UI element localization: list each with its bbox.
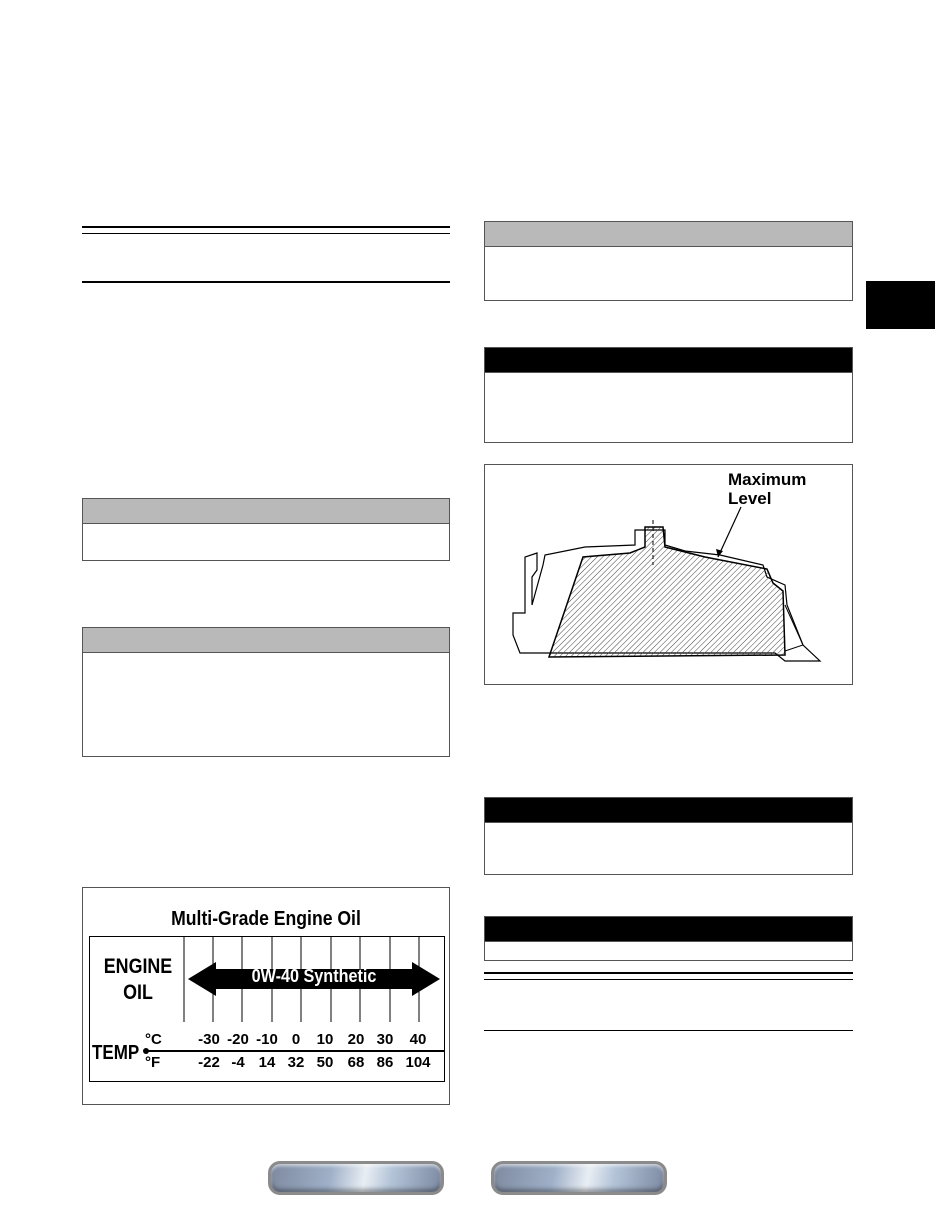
celsius-tick: 40 <box>409 1031 427 1048</box>
celsius-unit: °C <box>145 1031 162 1048</box>
section-rule-right-top-thin <box>484 979 853 980</box>
section-rule-top <box>82 226 450 228</box>
warning-box-3 <box>484 916 853 961</box>
note-box-3 <box>484 221 853 301</box>
oil-viscosity-figure <box>82 887 450 1105</box>
engine-label: ENGINE OIL <box>103 955 173 1004</box>
celsius-tick: 20 <box>347 1031 365 1048</box>
celsius-tick: -10 <box>256 1031 278 1048</box>
previous-page-button[interactable] <box>268 1161 444 1195</box>
celsius-tick: 30 <box>376 1031 394 1048</box>
fahrenheit-tick: 68 <box>347 1054 365 1071</box>
temp-label: TEMP <box>92 1042 140 1064</box>
chapter-tab <box>866 281 935 329</box>
celsius-tick: -30 <box>198 1031 220 1048</box>
section-rule-right-top <box>484 972 853 974</box>
warning-box-2 <box>484 797 853 875</box>
warning-box-1 <box>484 347 853 443</box>
note-box-1-header <box>83 499 449 524</box>
note-box-2-header <box>83 628 449 653</box>
section-rule-top-thin <box>82 233 450 234</box>
fahrenheit-tick: 86 <box>376 1054 394 1071</box>
fahrenheit-tick: -22 <box>198 1054 220 1071</box>
warning-box-2-header <box>485 798 852 823</box>
note-box-3-header <box>485 222 852 247</box>
fahrenheit-unit: °F <box>145 1054 161 1071</box>
celsius-tick: -20 <box>227 1031 249 1048</box>
oil-tank-drawing <box>485 465 852 684</box>
oil-chart-title: Multi-Grade Engine Oil <box>171 908 361 930</box>
fahrenheit-tick: 14 <box>258 1054 276 1071</box>
max-level-label: Maximum Level <box>728 470 807 508</box>
note-box-1 <box>82 498 450 561</box>
oil-grade-label: 0W-40 Synthetic <box>251 966 377 986</box>
fahrenheit-tick: 104 <box>405 1054 431 1071</box>
fahrenheit-tick: 32 <box>287 1054 305 1071</box>
warning-box-3-header <box>485 917 852 942</box>
next-page-button[interactable] <box>491 1161 667 1195</box>
celsius-tick: 10 <box>316 1031 334 1048</box>
section-rule-bottom <box>82 281 450 283</box>
celsius-tick: 0 <box>291 1031 301 1048</box>
note-box-2 <box>82 627 450 757</box>
fahrenheit-tick: -4 <box>231 1054 245 1071</box>
fahrenheit-tick: 50 <box>316 1054 334 1071</box>
oil-level-figure <box>484 464 853 685</box>
warning-box-1-header <box>485 348 852 373</box>
section-rule-right-bottom <box>484 1030 853 1031</box>
